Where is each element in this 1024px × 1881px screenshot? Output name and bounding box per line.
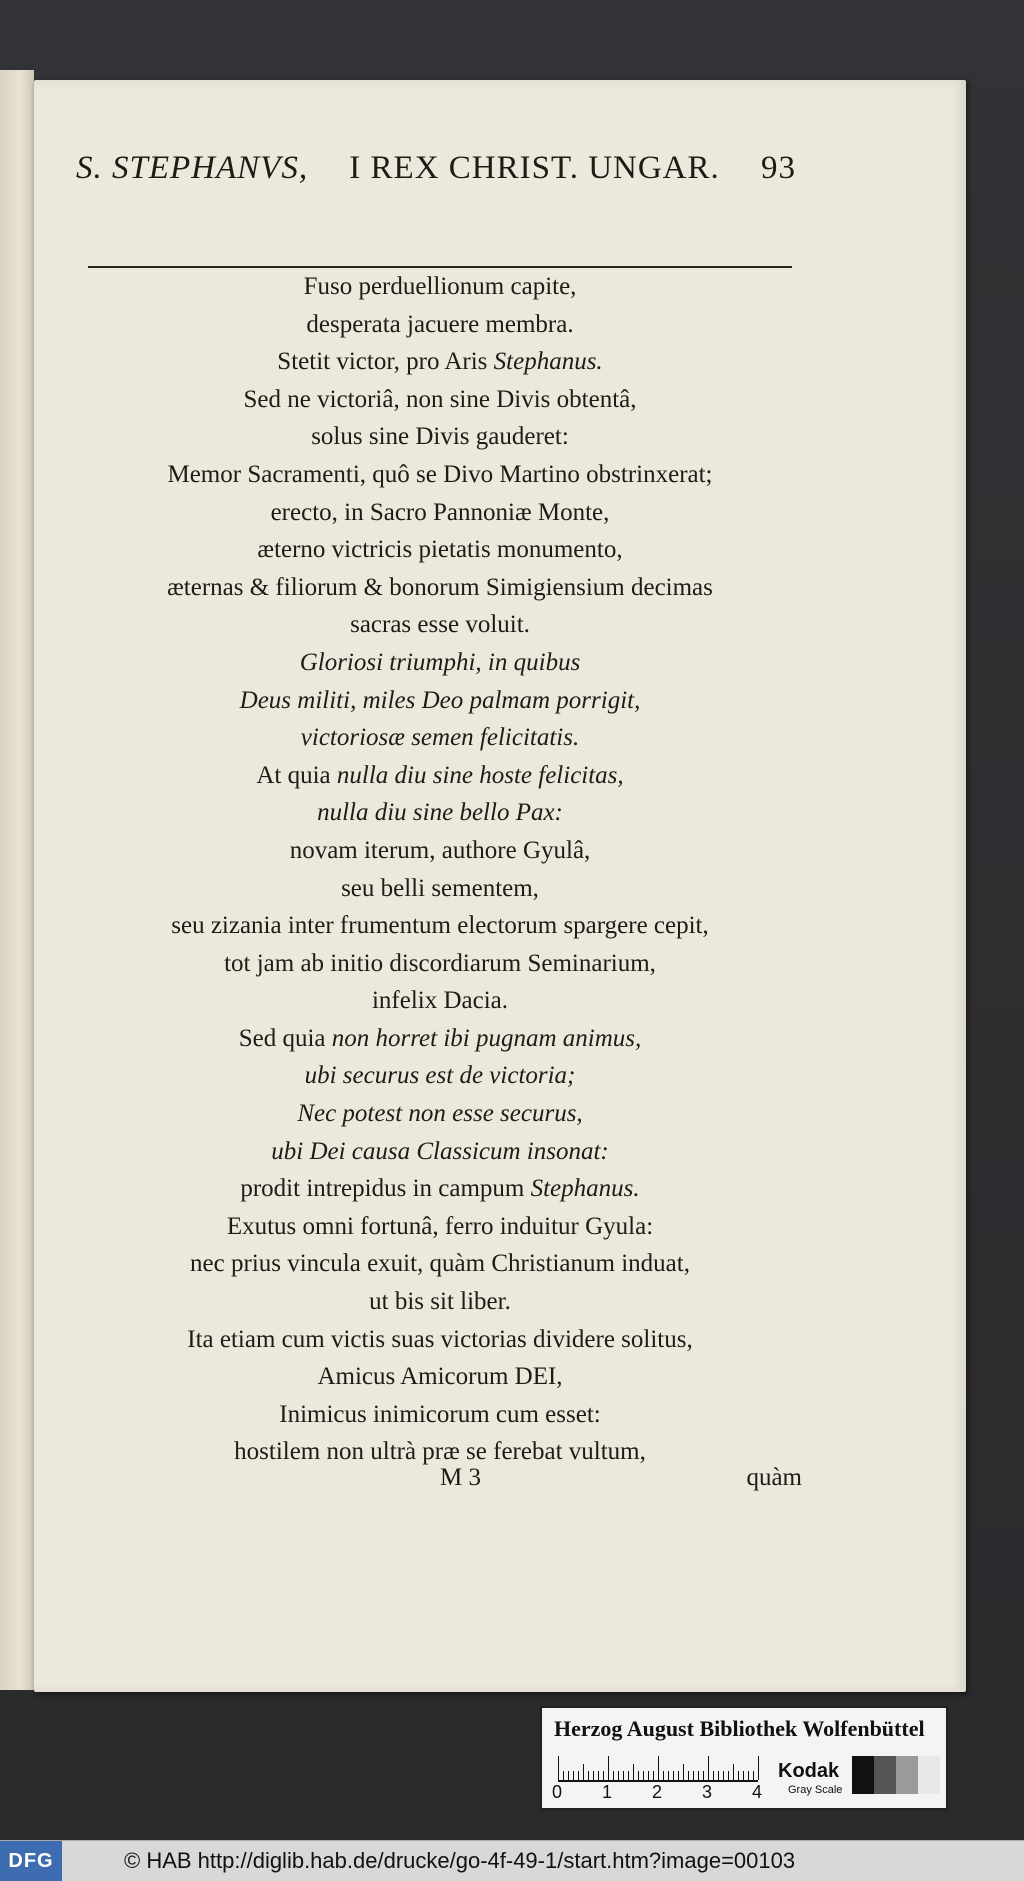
roman-segment: desperata jacuere membra. xyxy=(306,310,574,338)
text-line xyxy=(90,456,790,494)
ruler-number: 3 xyxy=(702,1782,713,1802)
roman-segment: erecto, in Sacro Pannoniæ Monte, xyxy=(270,498,610,526)
ruler-tick xyxy=(603,1771,604,1780)
roman-segment: solus sine Divis gauderet: xyxy=(311,423,569,451)
text-line xyxy=(90,268,790,306)
ruler-tick xyxy=(608,1756,609,1780)
dfg-logo: DFG xyxy=(0,1841,62,1881)
ruler-tick xyxy=(703,1771,704,1780)
facing-page-edge xyxy=(0,70,34,1690)
ruler-tick xyxy=(748,1771,749,1780)
italic-segment: victoriosæ semen felicitatis. xyxy=(300,724,580,752)
text-line xyxy=(90,569,790,607)
gray-scale-label: Gray Scale xyxy=(788,1784,843,1796)
running-head-middle: I REX CHRIST. UNGAR. xyxy=(349,150,720,186)
text-line xyxy=(90,1170,790,1208)
ruler-tick xyxy=(618,1771,619,1780)
gray-patch xyxy=(874,1756,896,1794)
text-line xyxy=(90,1208,790,1246)
ruler-tick xyxy=(738,1771,739,1780)
text-line xyxy=(90,1095,790,1133)
ruler-tick xyxy=(593,1771,594,1780)
library-name: Herzog August Bibliothek Wolfenbüttel xyxy=(554,1716,925,1741)
ruler-tick xyxy=(673,1771,674,1780)
ruler-tick xyxy=(728,1771,729,1780)
italic-segment: ubi Dei causa Classicum insonat: xyxy=(271,1137,609,1165)
ruler-scale xyxy=(558,1754,758,1782)
ruler-tick xyxy=(623,1771,624,1780)
text-line xyxy=(90,832,790,870)
text-line xyxy=(90,1283,790,1321)
text-line xyxy=(90,1358,790,1396)
roman-segment: At quia xyxy=(256,761,337,789)
ruler-tick xyxy=(588,1771,589,1780)
signature-mark: M 3 xyxy=(440,1464,481,1491)
roman-segment: infelix Dacia. xyxy=(371,987,509,1015)
text-line xyxy=(90,606,790,644)
text-line xyxy=(90,757,790,795)
text-line xyxy=(90,644,790,682)
italic-segment: nulla diu sine bello Pax: xyxy=(317,799,563,827)
ruler-tick xyxy=(558,1756,559,1780)
ruler-tick xyxy=(683,1764,684,1780)
roman-segment: hostilem non ultrà præ se ferebat vultum, xyxy=(234,1438,646,1466)
ruler-tick xyxy=(698,1771,699,1780)
text-line xyxy=(90,870,790,908)
ruler-tick xyxy=(688,1771,689,1780)
roman-segment: Memor Sacramenti, quô se Divo Martino obstrinxerat; xyxy=(167,460,713,488)
roman-segment: Inimicus inimicorum cum esset: xyxy=(279,1400,601,1428)
roman-segment: sacras esse voluit. xyxy=(350,611,530,639)
page-number: 93 xyxy=(761,150,796,186)
roman-segment: æterno victricis pietatis monumento, xyxy=(257,536,623,564)
text-line xyxy=(90,1321,790,1359)
text-line xyxy=(90,1396,790,1434)
italic-segment: Stephanus. xyxy=(493,348,603,376)
italic-segment: non horret ibi pugnam animus, xyxy=(331,1024,642,1052)
text-line xyxy=(90,381,790,419)
gray-patch xyxy=(896,1756,918,1794)
text-line xyxy=(90,1020,790,1058)
ruler-tick xyxy=(628,1771,629,1780)
roman-segment: Sed ne victoriâ, non sine Divis obtentâ, xyxy=(243,385,637,413)
ruler-tick xyxy=(708,1756,709,1780)
ruler-tick xyxy=(573,1771,574,1780)
ruler-tick xyxy=(713,1771,714,1780)
text-line xyxy=(90,306,790,344)
ruler-tick xyxy=(678,1771,679,1780)
text-line xyxy=(90,682,790,720)
roman-segment: ut bis sit liber. xyxy=(369,1288,511,1316)
text-line xyxy=(90,1057,790,1095)
text-line xyxy=(90,1133,790,1171)
ruler-tick xyxy=(578,1771,579,1780)
ruler-tick xyxy=(568,1771,569,1780)
ruler-tick xyxy=(718,1771,719,1780)
text-line xyxy=(90,1245,790,1283)
roman-segment: Amicus Amicorum DEI, xyxy=(317,1363,563,1391)
roman-segment: æternas & filiorum & bonorum Simigiensium decimas xyxy=(167,573,713,601)
text-line xyxy=(90,719,790,757)
ruler-tick xyxy=(743,1771,744,1780)
ruler-tick xyxy=(563,1771,564,1780)
roman-segment: Exutus omni fortunâ, ferro induitur Gyula: xyxy=(226,1212,654,1240)
ruler-tick xyxy=(658,1756,659,1780)
color-target-card xyxy=(540,1706,948,1810)
ruler-tick xyxy=(583,1764,584,1780)
text-line xyxy=(90,945,790,983)
italic-segment: Nec potest non esse securus, xyxy=(297,1100,583,1128)
italic-segment: ubi securus est de victoria; xyxy=(304,1062,576,1090)
ruler-tick xyxy=(633,1764,634,1780)
roman-segment: prodit intrepidus in campum xyxy=(240,1175,531,1203)
roman-segment: Stetit victor, pro Aris xyxy=(277,348,494,376)
ruler-number: 0 xyxy=(552,1782,563,1802)
running-head-left: S. STEPHANVS, xyxy=(76,150,309,186)
ruler-tick xyxy=(613,1771,614,1780)
italic-segment: Deus militi, miles Deo palmam porrigit, xyxy=(239,686,641,714)
roman-segment: Fuso perduellionum capite, xyxy=(303,273,577,300)
gray-patch xyxy=(852,1756,874,1794)
ruler-number: 1 xyxy=(602,1782,613,1802)
footer-bar xyxy=(0,1840,1024,1881)
roman-segment: seu belli sementem, xyxy=(341,874,539,902)
text-line xyxy=(90,794,790,832)
gray-patch xyxy=(918,1756,940,1794)
ruler-tick xyxy=(638,1771,639,1780)
roman-segment: seu zizania inter frumentum electorum spargere cepit, xyxy=(171,912,709,940)
roman-segment: nec prius vincula exuit, quàm Christianum induat, xyxy=(190,1250,690,1278)
roman-segment: Sed quia xyxy=(238,1024,332,1052)
text-line xyxy=(90,494,790,532)
running-head xyxy=(76,150,796,187)
ruler-tick xyxy=(753,1771,754,1780)
ruler-numbers xyxy=(552,1782,772,1802)
italic-segment: nulla diu sine hoste felicitas, xyxy=(336,761,624,789)
roman-segment: novam iterum, authore Gyulâ, xyxy=(289,836,591,864)
ruler-tick xyxy=(598,1771,599,1780)
text-line xyxy=(90,418,790,456)
ruler-tick xyxy=(668,1771,669,1780)
text-line xyxy=(90,531,790,569)
italic-segment: Gloriosi triumphi, in quibus xyxy=(299,648,581,676)
ruler-number: 2 xyxy=(652,1782,663,1802)
roman-segment: Ita etiam cum victis suas victorias dividere solitus, xyxy=(187,1325,693,1353)
ruler-tick xyxy=(648,1771,649,1780)
ruler-tick xyxy=(723,1771,724,1780)
ruler-tick xyxy=(643,1771,644,1780)
copyright-link[interactable]: © HAB http://diglib.hab.de/drucke/go-4f-49-1/start.htm?image=00103 xyxy=(124,1848,796,1873)
ruler-number: 4 xyxy=(752,1782,763,1802)
text-block xyxy=(90,268,790,1471)
text-line xyxy=(90,982,790,1020)
text-line xyxy=(90,343,790,381)
text-line xyxy=(90,907,790,945)
ruler-tick xyxy=(693,1771,694,1780)
ruler-tick xyxy=(758,1756,759,1780)
ruler-tick xyxy=(653,1771,654,1780)
kodak-logo: Kodak xyxy=(778,1760,840,1782)
catchword: quàm xyxy=(746,1464,802,1491)
ruler-tick xyxy=(663,1771,664,1780)
italic-segment: Stephanus. xyxy=(530,1175,640,1203)
ruler-tick xyxy=(733,1764,734,1780)
roman-segment: tot jam ab initio discordiarum Seminarium, xyxy=(224,949,656,977)
